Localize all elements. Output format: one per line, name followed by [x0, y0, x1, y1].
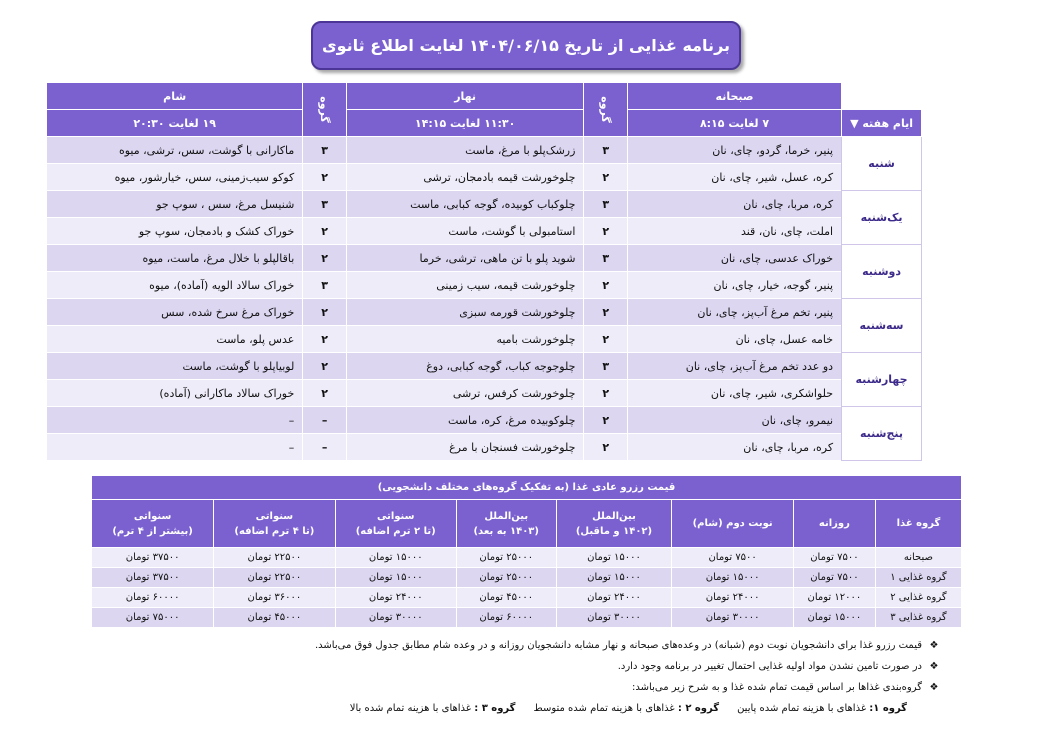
- dinner-group-number: ۲: [303, 218, 347, 245]
- meal-row: [47, 326, 922, 353]
- lunch-time: ۱۱:۳۰ لغایت ۱۴:۱۵: [346, 110, 584, 137]
- price-value: ۳۷۵۰۰ تومان: [92, 548, 214, 568]
- price-value: ۳۰۰۰۰ تومان: [556, 608, 672, 628]
- diamond-bullet-icon: ❖: [929, 682, 939, 693]
- price-header-line: نوبت دوم (شام): [692, 518, 773, 529]
- price-value: ۷۵۰۰ تومان: [793, 568, 875, 588]
- price-value: ۲۴۰۰۰ تومان: [335, 588, 456, 608]
- page-title: برنامه غذایی از تاریخ ۱۴۰۴/۰۶/۱۵ لغایت اطلاع ثانوی: [311, 21, 741, 70]
- food-group-desc: غذاهای با هزینه تمام شده بالا: [349, 703, 472, 714]
- price-value: ۱۵۰۰۰ تومان: [672, 568, 794, 588]
- breakfast-item: دو عدد تخم مرغ آب‌پز، چای، نان: [627, 353, 841, 380]
- price-header-line: سنواتی: [255, 510, 294, 522]
- lunch-item: چلوجوجه کباب، گوجه کبابی، دوغ: [346, 353, 584, 380]
- price-column-header: [456, 500, 556, 548]
- price-header-line: (۱۴۰۲ و ماقبل): [575, 525, 653, 537]
- breakfast-item: پنیر، تخم مرغ آب‌پز، چای، نان: [627, 299, 841, 326]
- lunch-item: چلوخورشت کرفس، ترشی: [346, 380, 584, 407]
- breakfast-item: کره، عسل، شیر، چای، نان: [627, 164, 841, 191]
- notes-list: [180, 635, 940, 698]
- lunch-group-number: ۲: [584, 434, 628, 461]
- corner-blank: [842, 83, 922, 110]
- breakfast-item: نیمرو، چای، نان: [627, 407, 841, 434]
- meal-schedule-table: [46, 82, 922, 461]
- diamond-bullet-icon: ❖: [929, 661, 939, 672]
- meal-row: [47, 380, 922, 407]
- meal-row: [47, 407, 922, 434]
- breakfast-item: پنیر، گوجه، خیار، چای، نان: [627, 272, 841, 299]
- price-value: ۱۵۰۰۰ تومان: [335, 548, 456, 568]
- lunch-group-number: ۲: [584, 380, 628, 407]
- price-column-header: [793, 500, 875, 548]
- price-header-line: سنواتی: [133, 510, 172, 522]
- meal-row: [47, 191, 922, 218]
- price-value: ۳۰۰۰۰ تومان: [672, 608, 794, 628]
- lunch-group-number: ۳: [584, 353, 628, 380]
- lunch-group-number: ۲: [584, 164, 628, 191]
- lunch-item: استامبولی با گوشت، ماست: [346, 218, 584, 245]
- meal-row: [47, 299, 922, 326]
- price-value: ۱۲۰۰۰ تومان: [793, 588, 875, 608]
- day-name: شنبه: [842, 137, 922, 191]
- price-value: ۳۶۰۰۰ تومان: [214, 588, 335, 608]
- price-value: ۷۵۰۰ تومان: [672, 548, 794, 568]
- price-value: ۲۴۰۰۰ تومان: [672, 588, 794, 608]
- lunch-group-number: ۲: [584, 407, 628, 434]
- price-column-header: [672, 500, 794, 548]
- meal-row: [47, 245, 922, 272]
- dinner-item: شنیسل مرغ، سس ، سوپ جو: [47, 191, 303, 218]
- price-group-name: گروه غذایی ۳: [875, 608, 961, 628]
- breakfast-item: خامه عسل، چای، نان: [627, 326, 841, 353]
- dinner-group-number: ۲: [303, 164, 347, 191]
- dinner-item: عدس پلو، ماست: [47, 326, 303, 353]
- price-column-header: [875, 500, 961, 548]
- price-table-title: قیمت رزرو عادی غذا (به تفکیک گروه‌های مختلف دانشجویی): [92, 476, 962, 500]
- dinner-group-number: ۳: [303, 137, 347, 164]
- price-value: ۶۰۰۰۰ تومان: [456, 608, 556, 628]
- lunch-group-number: ۳: [584, 137, 628, 164]
- price-value: ۱۵۰۰۰ تومان: [793, 608, 875, 628]
- lunch-item: زرشک‌پلو با مرغ، ماست: [346, 137, 584, 164]
- lunch-group-number: ۲: [584, 218, 628, 245]
- price-header-line: (بیشتر از ۴ ترم): [112, 525, 193, 537]
- dinner-group-number: ۲: [303, 299, 347, 326]
- price-value: ۴۵۰۰۰ تومان: [456, 588, 556, 608]
- lunch-item: چلوخورشت قیمه بادمجان، ترشی: [346, 164, 584, 191]
- dinner-group-number: ۲: [303, 353, 347, 380]
- price-value: ۲۲۵۰۰ تومان: [214, 548, 335, 568]
- note-text: قیمت رزرو غذا برای دانشجویان نوبت دوم (شبانه) در وعده‌های صبحانه و نهار مشابه دانشجویان روزانه و در وعده شام مطابق جدول فوق می‌باشد.: [314, 640, 922, 651]
- price-value: ۳۷۵۰۰ تومان: [92, 568, 214, 588]
- dinner-group-number: ۳: [303, 272, 347, 299]
- note-item: [180, 635, 940, 656]
- price-column-header: [92, 500, 214, 548]
- lunch-item: چلوخورشت قورمه سبزی: [346, 299, 584, 326]
- meal-row: [47, 353, 922, 380]
- dinner-group-number: ۳: [303, 191, 347, 218]
- price-value: ۷۵۰۰۰ تومان: [92, 608, 214, 628]
- dinner-item: ماکارانی با گوشت، سس، ترشی، میوه: [47, 137, 303, 164]
- dinner-header: شام: [47, 83, 303, 110]
- day-name: سه‌شنبه: [842, 299, 922, 353]
- price-header-line: بین‌الملل: [592, 510, 636, 522]
- breakfast-item: خوراک عدسی، چای، نان: [627, 245, 841, 272]
- breakfast-item: حلواشکری، شیر، چای، نان: [627, 380, 841, 407]
- lunch-group-number: ۲: [584, 299, 628, 326]
- dinner-group-number: –: [303, 434, 347, 461]
- breakfast-item: پنیر، خرما، گردو، چای، نان: [627, 137, 841, 164]
- dinner-group-number: ۲: [303, 326, 347, 353]
- food-group-label: گروه ۱:: [869, 703, 907, 714]
- food-group-label: گروه ۲ :: [677, 703, 720, 714]
- lunch-item: چلوخورشت بامیه: [346, 326, 584, 353]
- dinner-item: باقالپلو با خلال مرغ، ماست، میوه: [47, 245, 303, 272]
- price-value: ۴۵۰۰۰ تومان: [214, 608, 335, 628]
- food-group-label: گروه ۳ :: [474, 703, 516, 714]
- dinner-item: –: [47, 407, 303, 434]
- dinner-group-header: گروه: [303, 83, 347, 137]
- price-header-line: (تا ۴ ترم اضافه): [234, 525, 315, 537]
- dinner-item: خوراک سالاد ماکارانی (آماده): [47, 380, 303, 407]
- lunch-group-header: گروه: [584, 83, 628, 137]
- breakfast-time: ۷ لغایت ۸:۱۵: [627, 110, 841, 137]
- dinner-item: کوکو سیب‌زمینی، سس، خیارشور، میوه: [47, 164, 303, 191]
- meal-row: [47, 272, 922, 299]
- price-table: [91, 475, 962, 628]
- lunch-group-number: ۳: [584, 191, 628, 218]
- day-name: چهارشنبه: [842, 353, 922, 407]
- price-column-header: [214, 500, 335, 548]
- price-column-header: [335, 500, 456, 548]
- lunch-group-number: ۲: [584, 326, 628, 353]
- price-group-name: صبحانه: [875, 548, 961, 568]
- price-row: [92, 608, 962, 628]
- food-group-legend-item: [533, 703, 719, 714]
- breakfast-item: کره، مربا، چای، نان: [627, 434, 841, 461]
- dinner-group-number: ۲: [303, 380, 347, 407]
- lunch-item: چلوخورشت فسنجان با مرغ: [346, 434, 584, 461]
- price-value: ۱۵۰۰۰ تومان: [556, 548, 672, 568]
- food-group-desc: غذاهای با هزینه تمام شده متوسط: [533, 703, 675, 714]
- meal-row: [47, 434, 922, 461]
- meal-row: [47, 164, 922, 191]
- price-value: ۶۰۰۰۰ تومان: [92, 588, 214, 608]
- price-group-name: گروه غذایی ۱: [875, 568, 961, 588]
- price-value: ۲۵۰۰۰ تومان: [456, 568, 556, 588]
- price-header-line: گروه غذا: [896, 518, 941, 529]
- breakfast-header: صبحانه: [627, 83, 841, 110]
- dinner-item: لوبیاپلو با گوشت، ماست: [47, 353, 303, 380]
- price-header-line: روزانه: [818, 518, 850, 529]
- note-text: گروه‌بندی غذاها بر اساس قیمت تمام شده غذا و به شرح زیر می‌باشد:: [632, 682, 922, 693]
- food-group-legend-item: [350, 703, 516, 714]
- meal-row: [47, 137, 922, 164]
- price-value: ۲۵۰۰۰ تومان: [456, 548, 556, 568]
- dinner-time: ۱۹ لغایت ۲۰:۳۰: [47, 110, 303, 137]
- dinner-item: خوراک سالاد الویه (آماده)، میوه: [47, 272, 303, 299]
- lunch-item: چلوکباب کوبیده، گوجه کبابی، ماست: [346, 191, 584, 218]
- lunch-group-number: ۳: [584, 245, 628, 272]
- price-row: [92, 568, 962, 588]
- day-name: پنج‌شنبه: [842, 407, 922, 461]
- price-header-line: بین‌الملل: [484, 510, 529, 522]
- price-header-row: [92, 500, 962, 548]
- food-group-desc: غذاهای با هزینه تمام شده پایین: [737, 703, 867, 714]
- diamond-bullet-icon: ❖: [929, 640, 939, 651]
- dinner-item: –: [47, 434, 303, 461]
- price-column-header: [556, 500, 672, 548]
- food-group-legend-item: [737, 703, 907, 714]
- price-header-line: (تا ۲ ترم اضافه): [355, 525, 436, 537]
- price-row: [92, 548, 962, 568]
- price-header-line: (۱۴۰۳ به بعد): [473, 525, 539, 537]
- dinner-group-number: ۲: [303, 245, 347, 272]
- lunch-header: نهار: [346, 83, 584, 110]
- price-group-name: گروه غذایی ۲: [875, 588, 961, 608]
- price-value: ۱۵۰۰۰ تومان: [335, 568, 456, 588]
- day-name: دوشنبه: [842, 245, 922, 299]
- price-row: [92, 588, 962, 608]
- note-item: [180, 656, 940, 677]
- price-value: ۷۵۰۰ تومان: [793, 548, 875, 568]
- note-item: [180, 677, 940, 698]
- food-groups-legend: [180, 703, 907, 714]
- price-value: ۳۰۰۰۰ تومان: [335, 608, 456, 628]
- price-value: ۱۵۰۰۰ تومان: [556, 568, 672, 588]
- lunch-item: شوید پلو با تن ماهی، ترشی، خرما: [346, 245, 584, 272]
- days-of-week-header: ایام هفته ▼: [842, 110, 922, 137]
- day-name: یک‌شنبه: [842, 191, 922, 245]
- breakfast-item: املت، چای، نان، قند: [627, 218, 841, 245]
- meal-row: [47, 218, 922, 245]
- lunch-group-number: ۲: [584, 272, 628, 299]
- lunch-item: چلوکوبیده مرغ، کره، ماست: [346, 407, 584, 434]
- breakfast-item: کره، مربا، چای، نان: [627, 191, 841, 218]
- price-value: ۲۲۵۰۰ تومان: [214, 568, 335, 588]
- dinner-item: خوراک مرغ سرخ شده، سس: [47, 299, 303, 326]
- dinner-group-number: –: [303, 407, 347, 434]
- dinner-item: خوراک کشک و بادمجان، سوپ جو: [47, 218, 303, 245]
- price-value: ۲۴۰۰۰ تومان: [556, 588, 672, 608]
- price-header-line: سنواتی: [376, 510, 415, 522]
- note-text: در صورت تامین نشدن مواد اولیه غذایی احتمال تغییر در برنامه وجود دارد.: [617, 661, 922, 672]
- lunch-item: چلوخورشت قیمه، سیب زمینی: [346, 272, 584, 299]
